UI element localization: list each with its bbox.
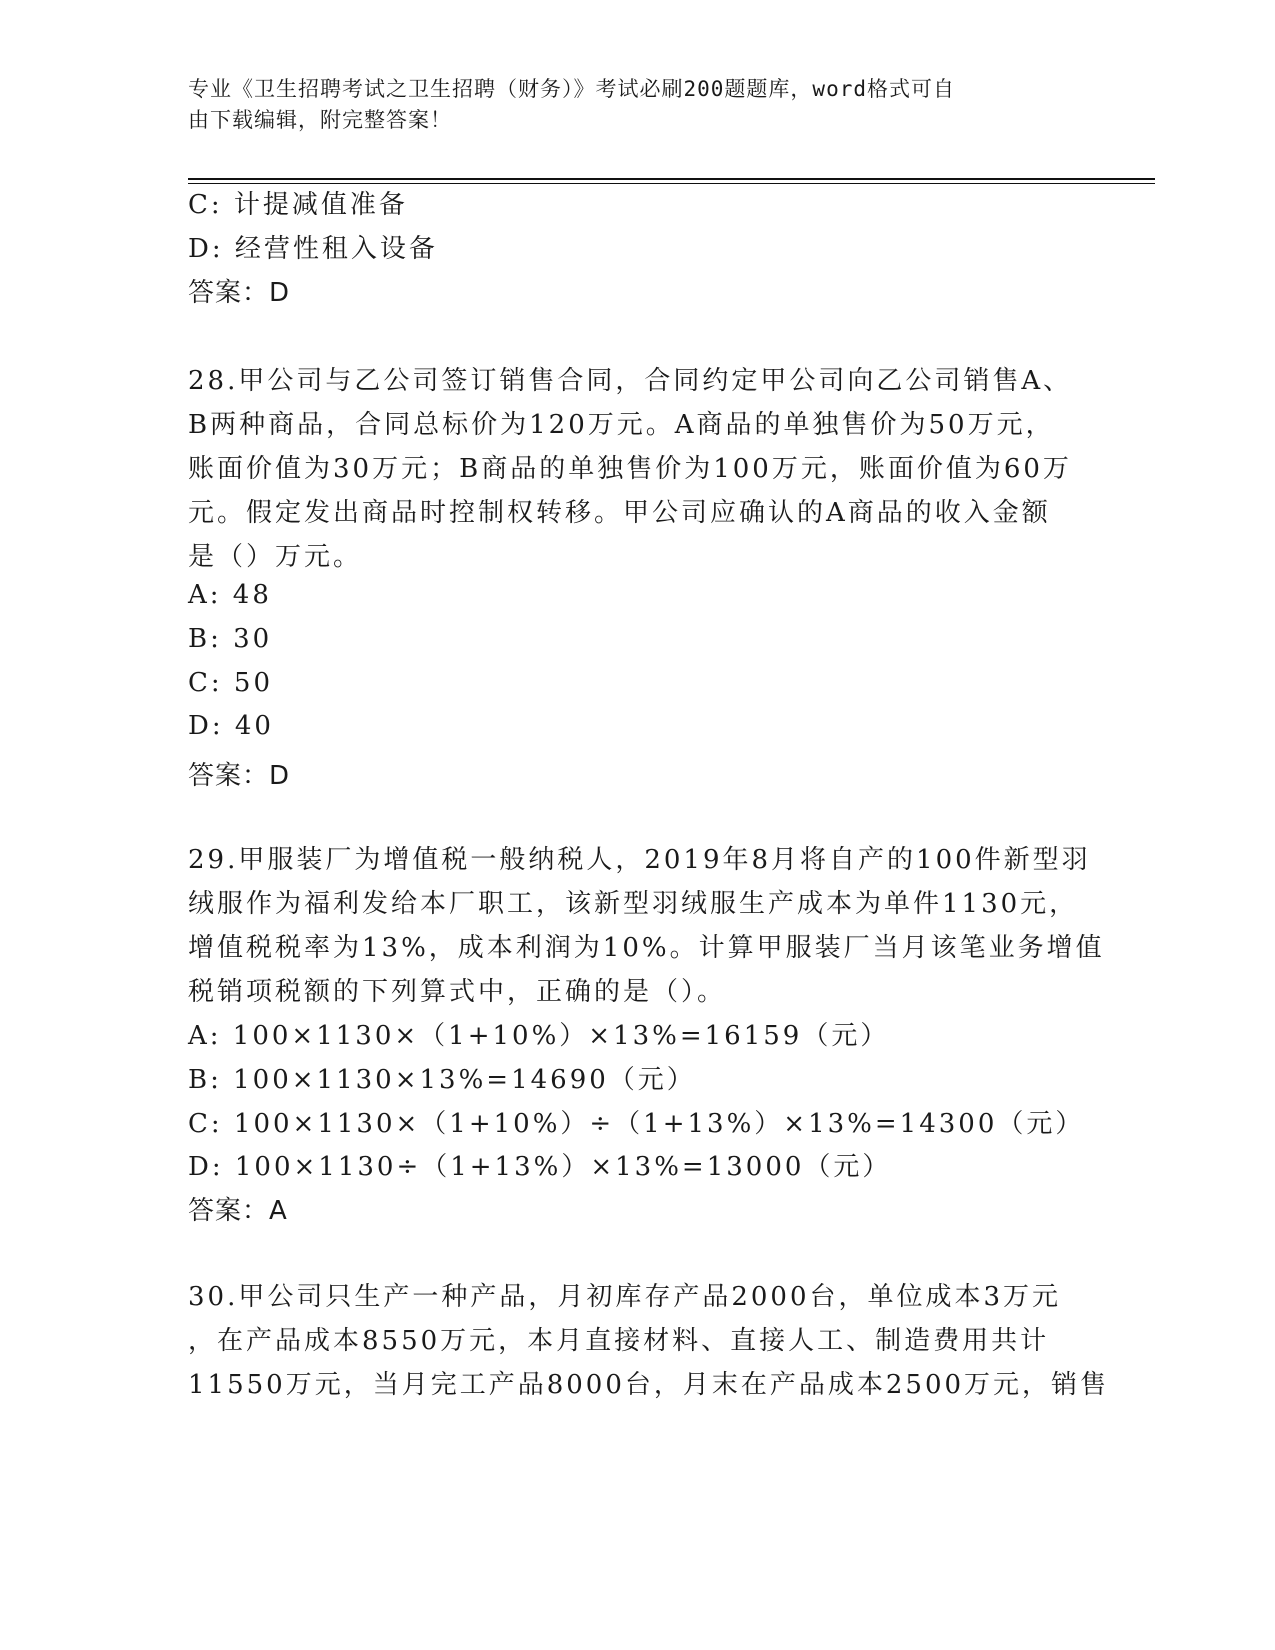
- question-line: 绒服作为福利发给本厂职工，该新型羽绒服生产成本为单件1130元，: [188, 889, 1079, 919]
- question-line: 是（）万元。: [188, 542, 363, 572]
- question-line: ，在产品成本8550万元，本月直接材料、直接人工、制造费用共计: [188, 1326, 1050, 1356]
- question-line: 税销项税额的下列算式中，正确的是（）。: [188, 977, 727, 1007]
- header-line-1: 专业《卫生招聘考试之卫生招聘（财务）》考试必刷200题题库，word格式可自: [188, 77, 955, 101]
- option-c: C: 100×1130×（1+10%）÷（1+13%）×13%=14300（元）: [188, 1109, 1085, 1139]
- question-line: 28.甲公司与乙公司签订销售合同，合同约定甲公司向乙公司销售A、: [188, 366, 1073, 396]
- question-line: 增值税税率为13%，成本利润为10%。计算甲服装厂当月该笔业务增值: [188, 933, 1105, 963]
- option-c: C: 计提减值准备: [188, 190, 408, 220]
- question-line: 元。假定发出商品时控制权转移。甲公司应确认的A商品的收入金额: [188, 498, 1051, 528]
- option-b: B: 30: [188, 624, 273, 654]
- header-line-2: 由下载编辑，附完整答案！: [188, 108, 452, 132]
- option-b: B: 100×1130×13%=14690（元）: [188, 1065, 696, 1095]
- header-divider-thick: [188, 178, 1155, 180]
- option-d: D: 经营性租入设备: [188, 234, 438, 264]
- question-line: 30.甲公司只生产一种产品，月初库存产品2000台，单位成本3万元: [188, 1282, 1062, 1312]
- question-line: 29.甲服装厂为增值税一般纳税人，2019年8月将自产的100件新型羽: [188, 845, 1091, 875]
- option-c: C: 50: [188, 668, 274, 698]
- option-d: D: 100×1130÷（1+13%）×13%=13000（元）: [188, 1152, 892, 1182]
- answer: 答案：A: [188, 1196, 288, 1226]
- option-a: A: 100×1130×（1+10%）×13%=16159（元）: [188, 1021, 890, 1051]
- answer: 答案：D: [188, 278, 291, 308]
- answer: 答案：D: [188, 761, 291, 791]
- document-header: [188, 74, 1068, 136]
- question-line: 账面价值为30万元；B商品的单独售价为100万元，账面价值为60万: [188, 454, 1072, 484]
- option-d: D: 40: [188, 711, 274, 741]
- question-line: 11550万元，当月完工产品8000台，月末在产品成本2500万元，销售: [188, 1370, 1110, 1400]
- question-line: B两种商品，合同总标价为120万元。A商品的单独售价为50万元，: [188, 410, 1055, 440]
- option-a: A: 48: [188, 580, 272, 610]
